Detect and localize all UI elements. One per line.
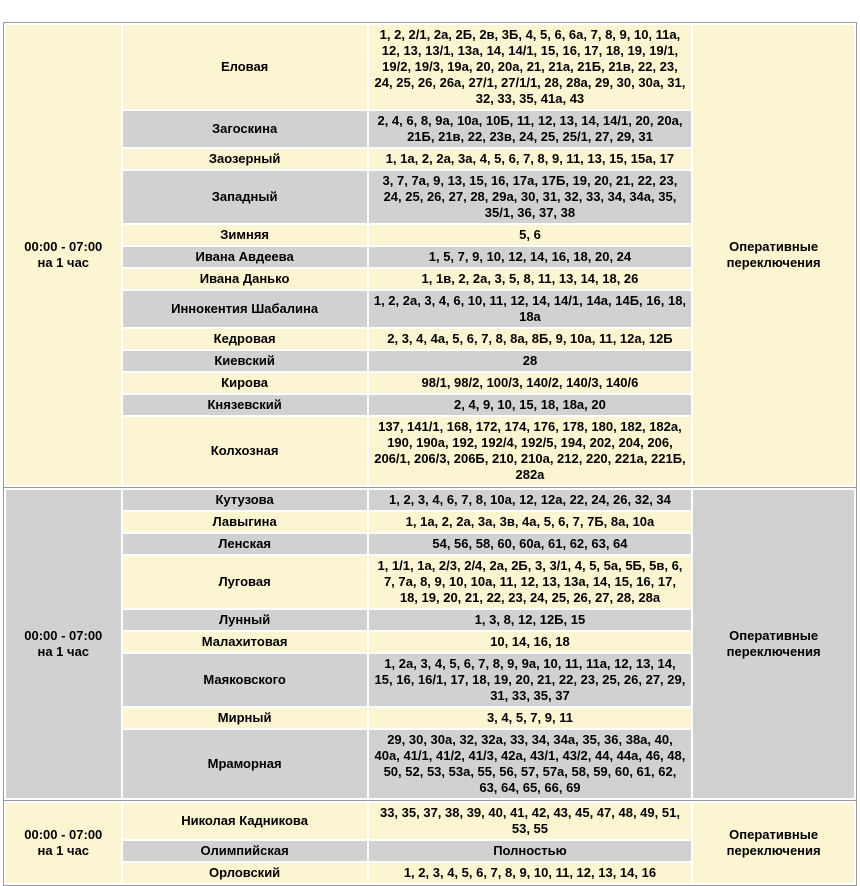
time-range: 00:00 - 07:00	[24, 239, 103, 254]
street-cell: Загоскина	[123, 111, 367, 147]
numbers-cell: Полностью	[369, 841, 692, 861]
street-cell: Зимняя	[123, 225, 367, 245]
street-cell: Кедровая	[123, 329, 367, 349]
street-cell: Мраморная	[123, 730, 367, 798]
time-note: на 1 час	[37, 255, 90, 270]
numbers-cell: 1, 5, 7, 9, 10, 12, 14, 16, 18, 20, 24	[369, 247, 692, 267]
street-cell: Мирный	[123, 708, 367, 728]
street-cell: Еловая	[123, 25, 367, 109]
numbers-cell: 1, 1/1, 1а, 2/3, 2/4, 2а, 2Б, 3, 3/1, 4, 5, 5а, 5Б, 5в, 6, 7, 7а, 8, 9, 10, 10а, 11, 12, 13, 13а, 14, 15, 16, 17, 18, 19, 20, 21, 22, 23, 24, 25, 26, 27, 28, 28а	[369, 556, 692, 608]
numbers-cell: 1, 2, 2/1, 2а, 2Б, 2в, 3Б, 4, 5, 6, 6а, 7, 8, 9, 10, 11а, 12, 13, 13/1, 13а, 14, 14/1, 15, 16, 17, 18, 19, 19/1, 19/2, 19/3, 19а, 20, 20а, 21, 21а, 21Б, 21в, 22, 23, 24, 25, 26, 26а, 27/1, 27/1/1, 28, 28а, 29, 30, 30а, 31, 32, 33, 35, 41а, 43	[369, 25, 692, 109]
street-cell: Князевский	[123, 395, 367, 415]
street-cell: Лунный	[123, 610, 367, 630]
time-cell	[6, 25, 121, 485]
street-cell: Ивана Данько	[123, 269, 367, 289]
numbers-cell: 1, 2, 3, 4, 5, 6, 7, 8, 9, 10, 11, 12, 13, 14, 16	[369, 863, 692, 883]
numbers-cell: 1, 2, 3, 4, 6, 7, 8, 10а, 12, 12а, 22, 24, 26, 32, 34	[369, 490, 692, 510]
schedule-group-1	[4, 23, 856, 487]
table-row	[6, 25, 854, 109]
numbers-cell: 3, 4, 5, 7, 9, 11	[369, 708, 692, 728]
numbers-cell: 137, 141/1, 168, 172, 174, 176, 178, 180, 182, 182а, 190, 190а, 192, 192/4, 192/5, 194, 202, 204, 206, 206/1, 206/3, 206Б, 210, 210а, 212, 220, 221а, 221Б, 282а	[369, 417, 692, 485]
street-cell: Лавыгина	[123, 512, 367, 532]
street-cell: Маяковского	[123, 654, 367, 706]
time-range: 00:00 - 07:00	[24, 827, 103, 842]
street-cell: Колхозная	[123, 417, 367, 485]
street-cell: Иннокентия Шабалина	[123, 291, 367, 327]
numbers-cell: 1, 1а, 2, 2а, 3а, 3в, 4а, 5, 6, 7, 7Б, 8а, 10а	[369, 512, 692, 532]
street-cell: Луговая	[123, 556, 367, 608]
street-cell: Олимпийская	[123, 841, 367, 861]
street-cell: Малахитовая	[123, 632, 367, 652]
operations-cell: Оперативные переключения	[693, 490, 854, 798]
street-cell: Ленская	[123, 534, 367, 554]
numbers-cell: 10, 14, 16, 18	[369, 632, 692, 652]
numbers-cell: 1, 1в, 2, 2а, 3, 5, 8, 11, 13, 14, 18, 26	[369, 269, 692, 289]
numbers-cell: 2, 3, 4, 4а, 5, 6, 7, 8, 8а, 8Б, 9, 10а, 11, 12а, 12Б	[369, 329, 692, 349]
time-note: на 1 час	[37, 843, 90, 858]
street-cell: Киевский	[123, 351, 367, 371]
street-cell: Ивана Авдеева	[123, 247, 367, 267]
numbers-cell: 33, 35, 37, 38, 39, 40, 41, 42, 43, 45, 47, 48, 49, 51, 53, 55	[369, 803, 692, 839]
street-cell: Кирова	[123, 373, 367, 393]
schedule-group-2	[4, 487, 856, 800]
numbers-cell: 1, 3, 8, 12, 12Б, 15	[369, 610, 692, 630]
table-row	[6, 803, 854, 839]
time-cell	[6, 490, 121, 798]
schedule-group-3	[4, 800, 856, 885]
street-cell: Кутузова	[123, 490, 367, 510]
street-cell: Западный	[123, 171, 367, 223]
numbers-cell: 5, 6	[369, 225, 692, 245]
numbers-cell: 1, 2а, 3, 4, 5, 6, 7, 8, 9, 9а, 10, 11, 11а, 12, 13, 14, 15, 16, 16/1, 17, 18, 19, 20, 21, 22, 23, 25, 26, 27, 29, 31, 33, 35, 37	[369, 654, 692, 706]
outage-schedule-table	[3, 22, 857, 886]
numbers-cell: 98/1, 98/2, 100/3, 140/2, 140/3, 140/6	[369, 373, 692, 393]
numbers-cell: 2, 4, 6, 8, 9а, 10а, 10Б, 11, 12, 13, 14, 14/1, 20, 20а, 21Б, 21в, 22, 23в, 24, 25, 25/1, 27, 29, 31	[369, 111, 692, 147]
numbers-cell: 1, 2, 2а, 3, 4, 6, 10, 11, 12, 14, 14/1, 14а, 14Б, 16, 18, 18а	[369, 291, 692, 327]
operations-cell: Оперативные переключения	[693, 803, 854, 883]
numbers-cell: 54, 56, 58, 60, 60а, 61, 62, 63, 64	[369, 534, 692, 554]
time-range: 00:00 - 07:00	[24, 628, 103, 643]
time-cell	[6, 803, 121, 883]
operations-cell: Оперативные переключения	[693, 25, 854, 485]
numbers-cell: 29, 30, 30а, 32, 32а, 33, 34, 34а, 35, 36, 38а, 40, 40а, 41/1, 41/2, 41/3, 42а, 43/1, 43/2, 44, 44а, 46, 48, 50, 52, 53, 53а, 55, 56, 57, 57а, 58, 59, 60, 61, 62, 63, 64, 65, 66, 69	[369, 730, 692, 798]
street-cell: Николая Кадникова	[123, 803, 367, 839]
numbers-cell: 1, 1а, 2, 2а, 3а, 4, 5, 6, 7, 8, 9, 11, 13, 15, 15а, 17	[369, 149, 692, 169]
time-note: на 1 час	[37, 644, 90, 659]
street-cell: Орловский	[123, 863, 367, 883]
numbers-cell: 2, 4, 9, 10, 15, 18, 18а, 20	[369, 395, 692, 415]
numbers-cell: 3, 7, 7а, 9, 13, 15, 16, 17а, 17Б, 19, 20, 21, 22, 23, 24, 25, 26, 27, 28, 29а, 30, 31, 32, 33, 34, 34а, 35, 35/1, 36, 37, 38	[369, 171, 692, 223]
table-row	[6, 490, 854, 510]
street-cell: Заозерный	[123, 149, 367, 169]
numbers-cell: 28	[369, 351, 692, 371]
